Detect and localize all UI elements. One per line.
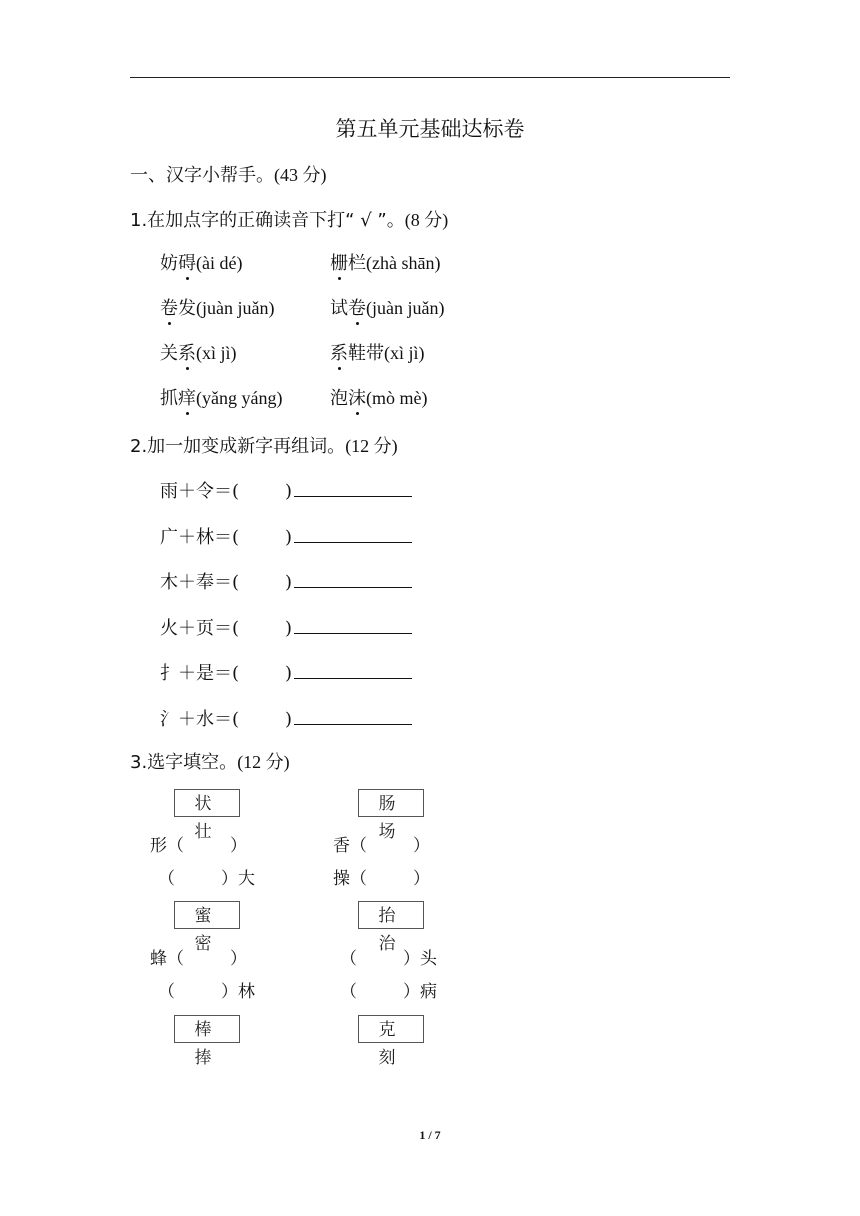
answer-blank-line — [294, 480, 412, 497]
answer-blank-line — [294, 526, 412, 543]
dotted-character: 碍 — [178, 253, 196, 274]
word-prefix: 妨 — [160, 253, 178, 274]
pinyin-options: (ài dé) — [196, 253, 243, 273]
pinyin-options: (juàn juǎn) — [366, 298, 445, 318]
character-formula: 广＋林＝( — [160, 526, 240, 548]
dotted-character: 卷 — [348, 298, 366, 319]
word-prefix: 试 — [330, 298, 348, 319]
fill-suffix: ）大 — [221, 869, 255, 889]
compose-character-item — [160, 523, 412, 549]
fill-blank-row — [158, 864, 255, 889]
fill-suffix: ） — [230, 949, 247, 969]
fill-prefix: （ — [158, 982, 175, 1002]
word-suffix: 发 — [178, 298, 196, 319]
pinyin-item — [160, 249, 242, 275]
pinyin-item — [330, 339, 425, 365]
pinyin-options: (xì jì) — [384, 343, 425, 363]
fill-suffix: ） — [413, 836, 430, 856]
section-1-label: 一、汉字小帮手。 — [130, 165, 274, 186]
answer-blank-line — [294, 571, 412, 588]
dotted-character: 沫 — [348, 388, 366, 409]
pinyin-options: (xì jì) — [196, 343, 237, 363]
question-3-heading — [130, 748, 290, 774]
fill-prefix: （ — [340, 949, 357, 969]
question-2-points: (12 分) — [345, 436, 398, 456]
character-formula: 雨＋令＝( — [160, 481, 240, 502]
fill-prefix: 香（ — [333, 836, 367, 856]
dotted-character: 栅 — [330, 253, 348, 274]
word-choice-box: 抬 治 — [358, 901, 424, 929]
question-3-label: 3.选字填空。 — [130, 752, 238, 773]
compose-character-item — [160, 568, 412, 594]
answer-blank-line — [294, 662, 412, 679]
section-1-points: (43 分) — [274, 165, 327, 185]
question-1-heading — [130, 206, 448, 232]
fill-blank-row — [340, 977, 437, 1002]
fill-suffix: ）林 — [221, 982, 255, 1002]
fill-prefix: 蜂（ — [150, 949, 184, 969]
answer-blank-line — [294, 617, 412, 634]
word-prefix: 泡 — [330, 388, 348, 409]
pinyin-item — [330, 294, 444, 320]
dotted-character: 痒 — [178, 388, 196, 409]
close-paren: ) — [285, 617, 293, 639]
question-2-heading — [130, 432, 398, 458]
fill-prefix: （ — [340, 982, 357, 1002]
word-prefix: 抓 — [160, 388, 178, 409]
character-formula: 火＋页＝( — [160, 617, 240, 639]
fill-prefix: 操（ — [333, 869, 367, 889]
question-3-points: (12 分) — [237, 752, 290, 772]
fill-suffix: ） — [413, 869, 430, 889]
compose-character-item — [160, 705, 412, 731]
fill-prefix: 形（ — [150, 836, 184, 856]
close-paren: ) — [285, 663, 293, 684]
page-number: 1 / 7 — [419, 1128, 441, 1142]
dotted-character: 卷 — [160, 298, 178, 319]
word-choice-box: 棒 捧 — [174, 1015, 240, 1043]
pinyin-options: (juàn juǎn) — [196, 298, 275, 318]
pinyin-item — [330, 249, 440, 275]
fill-blank-row — [150, 944, 247, 969]
pinyin-options: (yǎng yáng) — [196, 388, 283, 408]
word-suffix: 栏 — [348, 253, 366, 274]
fill-blank-row — [333, 831, 430, 856]
close-paren: ) — [285, 708, 293, 730]
word-prefix: 关 — [160, 343, 178, 364]
page-title: 第五单元基础达标卷 — [335, 117, 525, 141]
pinyin-item — [330, 384, 427, 410]
word-choice-box: 肠 场 — [358, 789, 424, 817]
pinyin-item — [160, 384, 282, 410]
compose-character-item — [160, 477, 412, 503]
question-1-points: (8 分) — [404, 210, 449, 230]
word-suffix: 鞋带 — [348, 343, 384, 364]
character-formula: 氵＋水＝( — [160, 708, 240, 730]
fill-blank-row — [150, 831, 247, 856]
fill-suffix: ） — [230, 836, 247, 856]
question-1-label: 1.在加点字的正确读音下打“ √ ”。 — [130, 210, 405, 231]
compose-character-item — [160, 614, 412, 640]
word-choice-box: 蜜 密 — [174, 901, 240, 929]
close-paren: ) — [285, 481, 293, 502]
character-formula: 木＋奉＝( — [160, 572, 240, 593]
dotted-character: 系 — [178, 343, 196, 364]
fill-suffix: ）头 — [403, 949, 437, 969]
close-paren: ) — [285, 526, 293, 548]
word-choice-box: 状 壮 — [174, 789, 240, 817]
section-1-heading — [130, 161, 327, 187]
close-paren: ) — [285, 572, 293, 593]
fill-blank-row — [340, 944, 437, 969]
fill-blank-row — [158, 977, 255, 1002]
answer-blank-line — [294, 708, 412, 725]
fill-blank-row — [333, 864, 430, 889]
fill-prefix: （ — [158, 869, 175, 889]
pinyin-item — [160, 294, 274, 320]
character-formula: 扌＋是＝( — [160, 663, 240, 684]
word-choice-box: 克 刻 — [358, 1015, 424, 1043]
fill-suffix: ）病 — [403, 982, 437, 1002]
dotted-character: 系 — [330, 343, 348, 364]
pinyin-options: (mò mè) — [366, 388, 428, 408]
compose-character-item — [160, 659, 412, 685]
pinyin-options: (zhà shān) — [366, 253, 441, 273]
question-2-label: 2.加一加变成新字再组词。 — [130, 436, 346, 457]
pinyin-item — [160, 339, 237, 365]
header-rule — [130, 77, 730, 78]
